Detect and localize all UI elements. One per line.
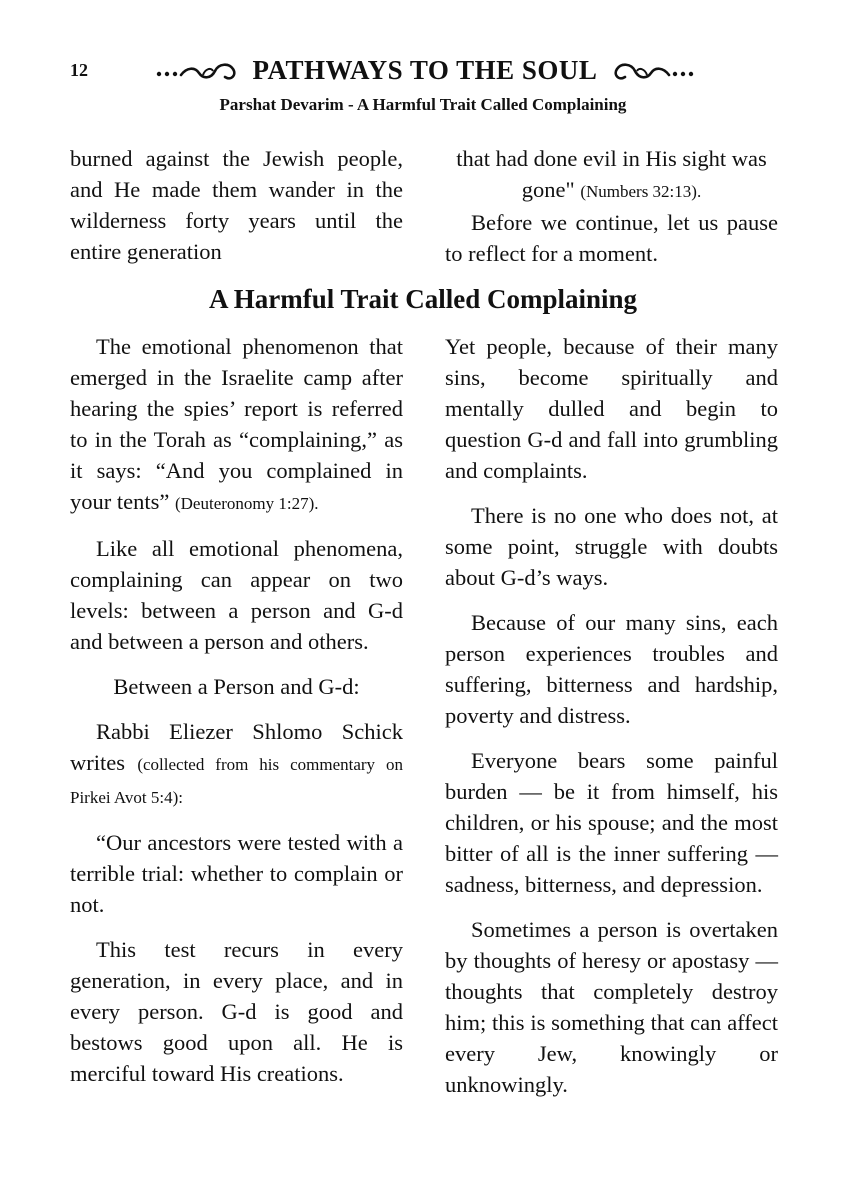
chapter-subtitle: Parshat Devarim - A Harmful Trait Called Complaining (219, 95, 627, 114)
numbers-reference: (Numbers 32:13). (580, 182, 702, 201)
paragraph-painful-burden: Everyone bears some painful burden — be it from himself, his children, or his spouse; and the most bitter of all is the inner suffering — sadness, bitterness, and depression. (445, 748, 778, 897)
paragraph-heresy: Sometimes a person is overtaken by thoughts of heresy or apostasy — thoughts that completely destroy him; this is something that can affect every Jew, knowingly or unknowingly. (445, 917, 778, 1097)
top-left-column (70, 143, 403, 269)
paragraph-phenomenon (70, 331, 403, 519)
subheading-person-and-god: Between a Person and G-d: (113, 674, 360, 699)
deuteronomy-reference: (Deuteronomy 1:27). (174, 494, 319, 513)
running-header-title: PATHWAYS TO THE SOUL (252, 54, 598, 85)
paragraph-ancestors-tested: “Our ancestors were tested with a terrible trial: whether to complain or not. (70, 830, 403, 917)
left-column (70, 331, 403, 1100)
continued-paragraph: burned against the Jewish people, and He made them wander in the wilderness forty years until the entire generation (70, 146, 403, 264)
section-heading: A Harmful Trait Called Complaining (208, 284, 638, 314)
left-ornament-icon (153, 55, 243, 85)
paragraph-spiritually-dulled: Yet people, because of their many sins, become spiritually and mentally dulled and begin to question G-d and fall into grumbling and complaints. (445, 334, 778, 483)
paragraph-rabbi-schick (70, 716, 403, 813)
right-column (445, 331, 778, 1100)
top-right-column (445, 143, 778, 269)
paragraph-two-levels: Like all emotional phenomena, complaining can appear on two levels: between a person and G-d and between a person and others. (70, 536, 403, 654)
quote-end-paragraph (445, 143, 778, 207)
paragraph-doubts: There is no one who does not, at some point, struggle with doubts about G-d’s ways. (445, 503, 778, 590)
paragraph-phenomenon-text: The emotional phenomenon that emerged in the Israelite camp after hearing the spies’ report is referred to in the Torah as “complaining,” as it says: “And you complained in your tents” (70, 334, 403, 514)
paragraph-troubles: Because of our many sins, each person experiences troubles and suffering, bitterness and hardship, poverty and distress. (445, 610, 778, 728)
page-number: 12 (70, 60, 88, 80)
continued-text (70, 143, 778, 269)
main-columns (70, 331, 778, 1100)
quote-end-text: that had done evil in His sight was gone" (456, 146, 767, 202)
running-header (130, 50, 720, 90)
pause-paragraph: Before we continue, let us pause to reflect for a moment. (445, 210, 778, 266)
paragraph-test-recurs: This test recurs in every generation, in every place, and in every person. G-d is good and bestows good upon all. He is merciful toward His creations. (70, 937, 403, 1086)
right-ornament-icon (607, 55, 697, 85)
rabbi-schick-text: Rabbi Eliezer Shlomo Schick writes (70, 719, 403, 775)
pirkei-avot-reference: (collected from his commentary on Pirkei Avot 5:4): (70, 755, 403, 807)
